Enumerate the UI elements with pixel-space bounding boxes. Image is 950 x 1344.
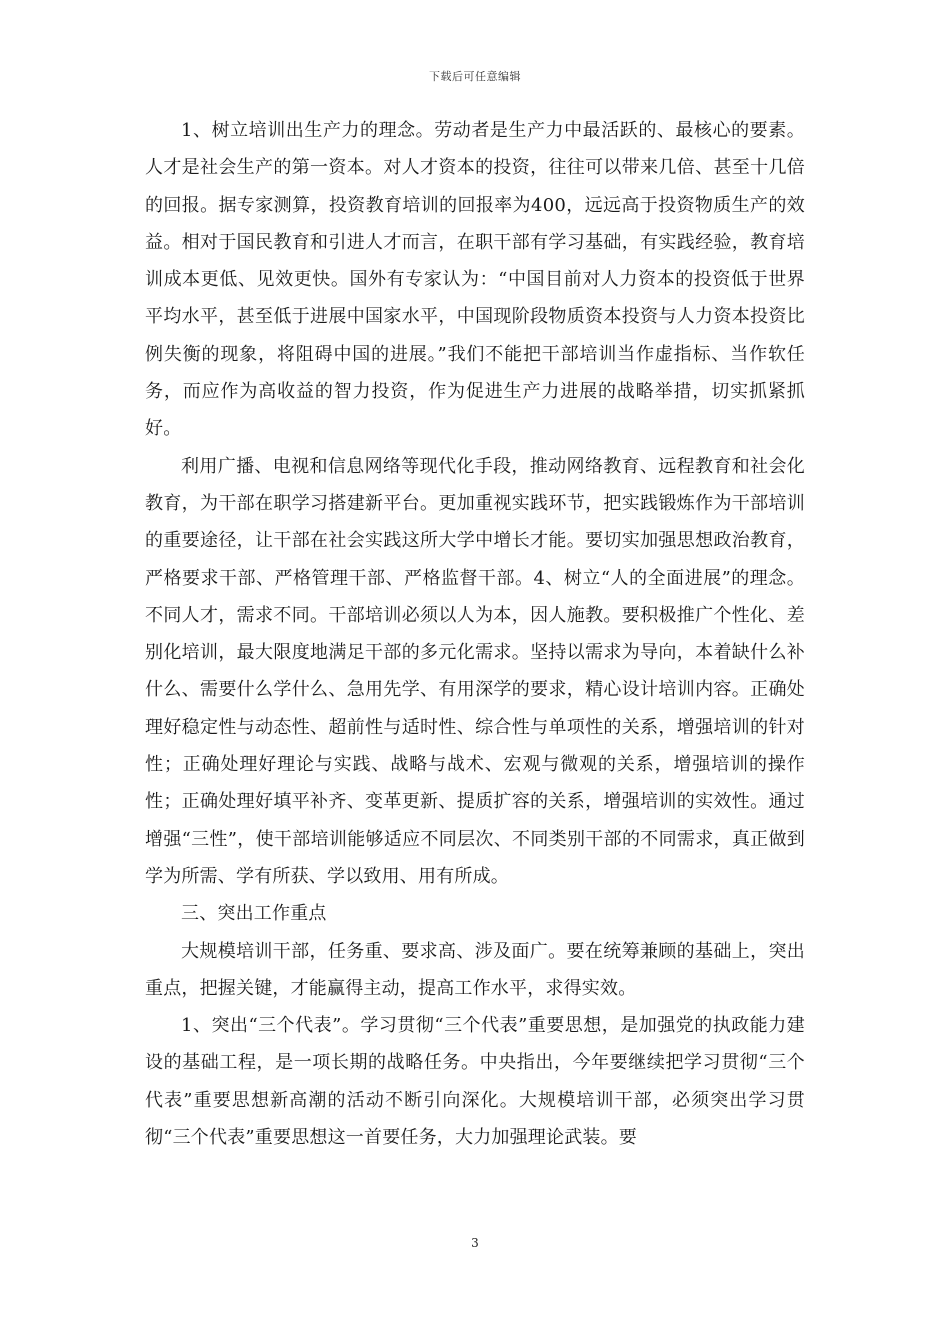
paragraph-modern-means: 利用广播、电视和信息网络等现代化手段，推动网络教育、远程教育和社会化教育，为干部在职学习搭建新平台。更加重视实践环节，把实践锻炼作为干部培训的重要途径，让干部在社会实践这所大学中增长才能。要切实加强思想政治教育，严格要求干部、严格管理干部、严格监督干部。4、树立“人的全面进展”的理念。不同人才，需求不同。干部培训必须以人为本，因人施教。要积极推广个性化、差别化培训，最大限度地满足干部的多元化需求。坚持以需求为导向，本着缺什么补什么、需要什么学什么、急用先学、有用深学的要求，精心设计培训内容。正确处理好稳定性与动态性、超前性与适时性、综合性与单项性的关系，增强培训的针对性；正确处理好理论与实践、战略与战术、宏观与微观的关系，增强培训的操作性；正确处理好填平补齐、变革更新、提质扩容的关系，增强培训的实效性。通过增强“三性”，使干部培训能够适应不同层次、不同类别干部的不同需求，真正做到学为所需、学有所获、学以致用、用有所成。 xyxy=(145,455,805,887)
section-heading-key-work: 三、突出工作重点 xyxy=(181,903,327,925)
paragraph-three-represents: 1、突出“三个代表”。学习贯彻“三个代表”重要思想，是加强党的执政能力建设的基础工程，是一项长期的战略任务。中央指出，今年要继续把学习贯彻“三个代表”重要思想新高潮的活动不断引向深化。大规模培训干部，必须突出学习贯彻“三个代表”重要思想这一首要任务，大力加强理论武装。要 xyxy=(145,1015,805,1149)
document-body xyxy=(145,112,805,1156)
paragraph-training-productivity: 1、树立培训出生产力的理念。劳动者是生产力中最活跃的、最核心的要素。人才是社会生产的第一资本。对人才资本的投资，往往可以带来几倍、甚至十几倍的回报。据专家测算，投资教育培训的回报率为400，远远高于投资物质生产的效益。相对于国民教育和引进人才而言，在职干部有学习基础，有实践经验，教育培训成本更低、见效更快。国外有专家认为：“中国目前对人力资本的投资低于世界平均水平，甚至低于进展中国家水平，中国现阶段物质资本投资与人力资本投资比例失衡的现象，将阻碍中国的进展。”我们不能把干部培训当作虚指标、当作软任务，而应作为高收益的智力投资，作为促进生产力进展的战略举措，切实抓紧抓好。 xyxy=(145,120,805,440)
paragraph-large-scale-training: 大规模培训干部，任务重、要求高、涉及面广。要在统筹兼顾的基础上，突出重点，把握关键，才能赢得主动，提高工作水平，求得实效。 xyxy=(145,940,805,999)
page-header-note: 下载后可任意编辑 xyxy=(429,70,521,83)
page-number: 3 xyxy=(471,1236,479,1250)
